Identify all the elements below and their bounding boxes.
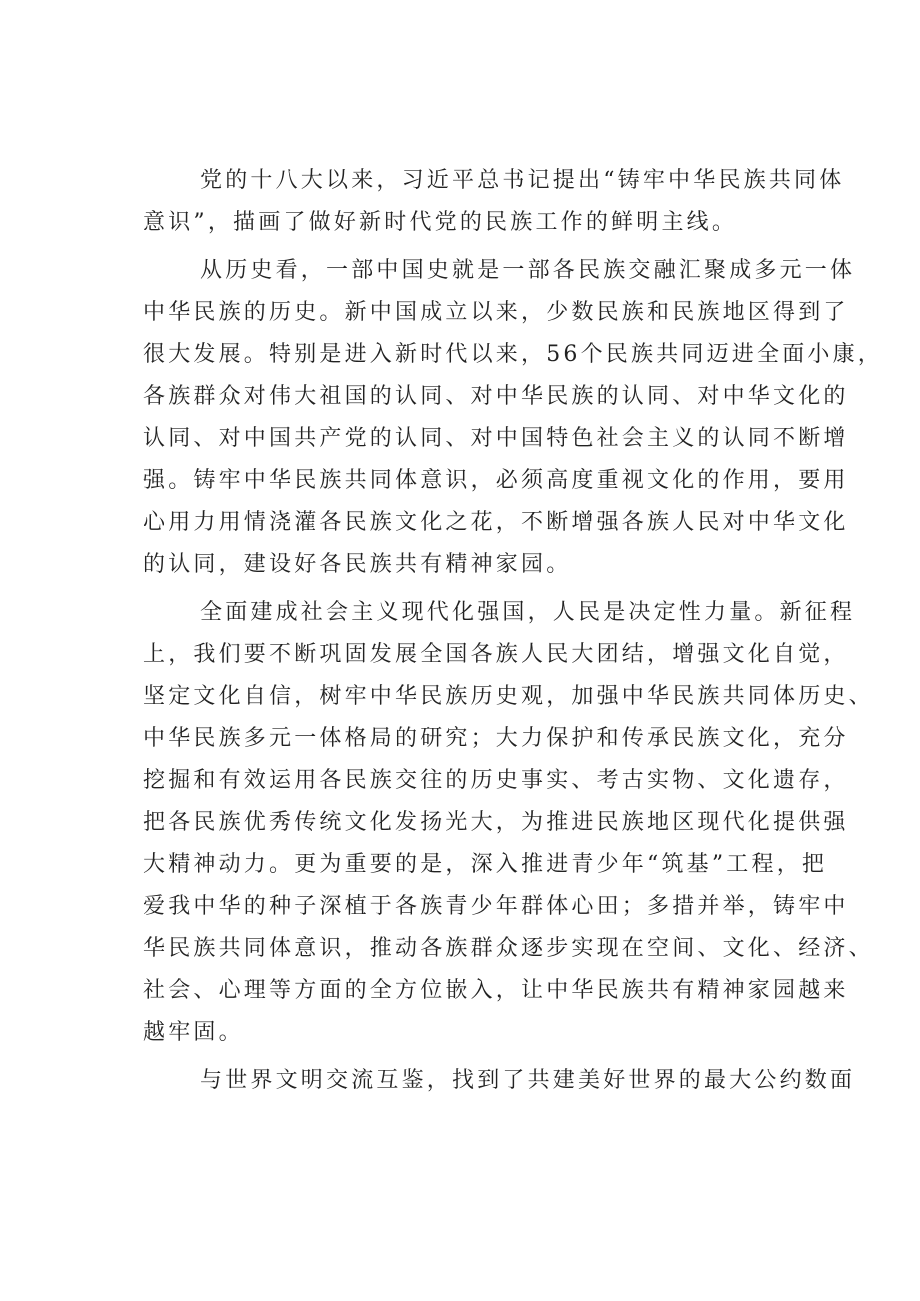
- paragraph-3-line-2: 上，我们要不断巩固发展全国各族人民大团结，增强文化自觉，: [143, 642, 849, 667]
- paragraph-2-line-1: 从历史看，一部中国史就是一部各民族交融汇聚成多元一体: [200, 258, 856, 283]
- paragraph-2-line-7: 心用力用情浇灌各民族文化之花，不断增强各族人民对中华文化: [143, 510, 849, 535]
- paragraph-2-line-3: 很大发展。特别是进入新时代以来，56个民族共同迈进全面小康，: [143, 342, 883, 367]
- paragraph-3-line-9: 华民族共同体意识，推动各族群众逐步实现在空间、文化、经济、: [143, 936, 874, 961]
- paragraph-2-line-2: 中华民族的历史。新中国成立以来，少数民族和民族地区得到了: [143, 300, 849, 325]
- paragraph-1-line-2: 意识”，描画了做好新时代党的民族工作的鲜明主线。: [143, 210, 738, 235]
- paragraph-3-line-4: 中华民族多元一体格局的研究；大力保护和传承民族文化，充分: [143, 726, 849, 751]
- paragraph-3-line-10: 社会、心理等方面的全方位嵌入，让中华民族共有精神家园越来: [143, 978, 849, 1003]
- paragraph-3-line-1: 全面建成社会主义现代化强国，人民是决定性力量。新征程: [200, 600, 856, 625]
- paragraph-3-line-7: 大精神动力。更为重要的是，深入推进青少年“筑基”工程，把: [143, 852, 828, 877]
- paragraph-2-line-4: 各族群众对伟大祖国的认同、对中华民族的认同、对中华文化的: [143, 384, 849, 409]
- paragraph-2-line-5: 认同、对中国共产党的认同、对中国特色社会主义的认同不断增: [143, 426, 849, 451]
- paragraph-3-line-11: 越牢固。: [143, 1020, 244, 1045]
- paragraph-3-line-8: 爱我中华的种子深植于各族青少年群体心田；多措并举，铸牢中: [143, 894, 849, 919]
- paragraph-2-line-8: 的认同，建设好各民族共有精神家园。: [143, 552, 572, 577]
- paragraph-3-line-3: 坚定文化自信，树牢中华民族历史观，加强中华民族共同体历史、: [143, 684, 874, 709]
- paragraph-4-line-1: 与世界文明交流互鉴，找到了共建美好世界的最大公约数面: [200, 1068, 856, 1093]
- paragraph-3-line-5: 挖掘和有效运用各民族交往的历史事实、考古实物、文化遗存，: [143, 768, 849, 793]
- paragraph-3-line-6: 把各民族优秀传统文化发扬光大，为推进民族地区现代化提供强: [143, 810, 849, 835]
- paragraph-2-line-6: 强。铸牢中华民族共同体意识，必须高度重视文化的作用，要用: [143, 468, 849, 493]
- paragraph-1-line-1: 党的十八大以来，习近平总书记提出“铸牢中华民族共同体: [200, 168, 845, 193]
